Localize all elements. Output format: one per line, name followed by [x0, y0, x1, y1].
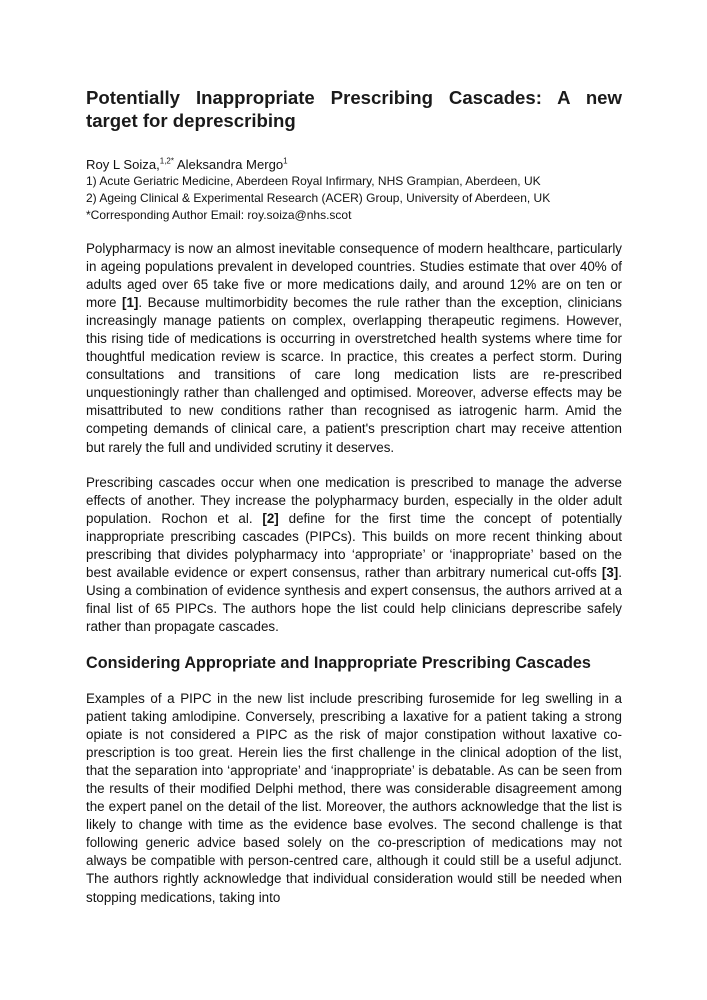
corresponding-author-line: *Corresponding Author Email: roy.soiza@nhs.scot: [86, 208, 352, 222]
affiliation-line: 2) Ageing Clinical & Experimental Research (ACER) Group, University of Aberdeen, UK: [86, 191, 551, 205]
author-line: [86, 156, 622, 173]
paper-page: [86, 86, 622, 907]
section-heading: Considering Appropriate and Inappropriate Prescribing Cascades: [86, 653, 591, 672]
body-paragraph: [86, 240, 622, 457]
body-paragraph: Examples of a PIPC in the new list include prescribing furosemide for leg swelling in a patient taking amlodipine. Conversely, prescribing a laxative for a patient taking a strong opiate is not considered a PIPC as the risk of major constipation without laxative co-prescription is too great. Herein lies the first challenge in the clinical adoption of the list, that the separation into ‘appropriate’ and ‘inappropriate’ is debatable. As can be seen from the results of their modified Delphi method, there was considerable disagreement among the expert panel on the detail of the list. Moreover, the authors acknowledge that the list is likely to change with time as the evidence base evolves. The second challenge is that following generic advice based solely on the co-prescription of medications may not always be compatible with person-centred care, although it could still be a useful adjunct. The authors rightly acknowledge that individual consideration would still be needed when stopping medications, taking into: [86, 690, 622, 905]
paragraph-text: Prescribing cascades occur when one medication is prescribed to manage the adverse effects of another. They increase the polypharmacy burden, especially in the older adult population. Rochon et al.: [86, 474, 622, 526]
citation-ref: [1]: [122, 295, 139, 311]
citation-ref: [2]: [262, 510, 279, 526]
author-affiliation-mark: 1: [283, 156, 288, 166]
author-name: Aleksandra Mergo: [176, 157, 284, 172]
author-name: Roy L Soiza,: [86, 157, 160, 172]
body-paragraph: [86, 474, 622, 636]
paragraph-text: define for the first time the concept of potentially inappropriate prescribing cascades (PIPCs). This builds on more recent thinking about prescribing that divides polypharmacy into ‘appropriate’ or ‘inappropriate’ based on the best available evidence or expert consensus, rather than arbitrary numerical cut-offs: [86, 510, 622, 580]
paper-title: Potentially Inappropriate Prescribing Cascades: A new target for deprescribing: [86, 87, 622, 131]
affiliation-line: 1) Acute Geriatric Medicine, Aberdeen Royal Infirmary, NHS Grampian, Aberdeen, UK: [86, 174, 541, 188]
paragraph-text: . Because multimorbidity becomes the rule rather than the exception, clinicians increasingly manage patients on complex, overlapping therapeutic regimens. However, this rising tide of medications is occurring in overstretched health systems where time for thoughtful medication review is scarce. In practice, this creates a perfect storm. During consultations and transitions of care long medication lists are re-prescribed unquestioningly rather than challenged and optimised. Moreover, adverse effects may be misattributed to new conditions rather than recognised as iatrogenic harm. Amid the competing demands of clinical care, a patient's prescription chart may receive attention but rarely the full and undivided scrutiny it deserves.: [86, 295, 622, 455]
paragraph-text: . Using a combination of evidence synthesis and expert consensus, the authors arrived at a final list of 65 PIPCs. The authors hope the list could help clinicians deprescribe safely rather than propagate cascades.: [86, 564, 622, 634]
paragraph-text: Polypharmacy is now an almost inevitable consequence of modern healthcare, particularly in ageing populations prevalent in developed countries. Studies estimate that over 40% of adults aged over 65 take five or more medications daily, and around 12% are on ten or more: [86, 241, 622, 311]
citation-ref: [3]: [601, 564, 619, 580]
author-affiliation-mark: 1,2*: [159, 156, 174, 166]
